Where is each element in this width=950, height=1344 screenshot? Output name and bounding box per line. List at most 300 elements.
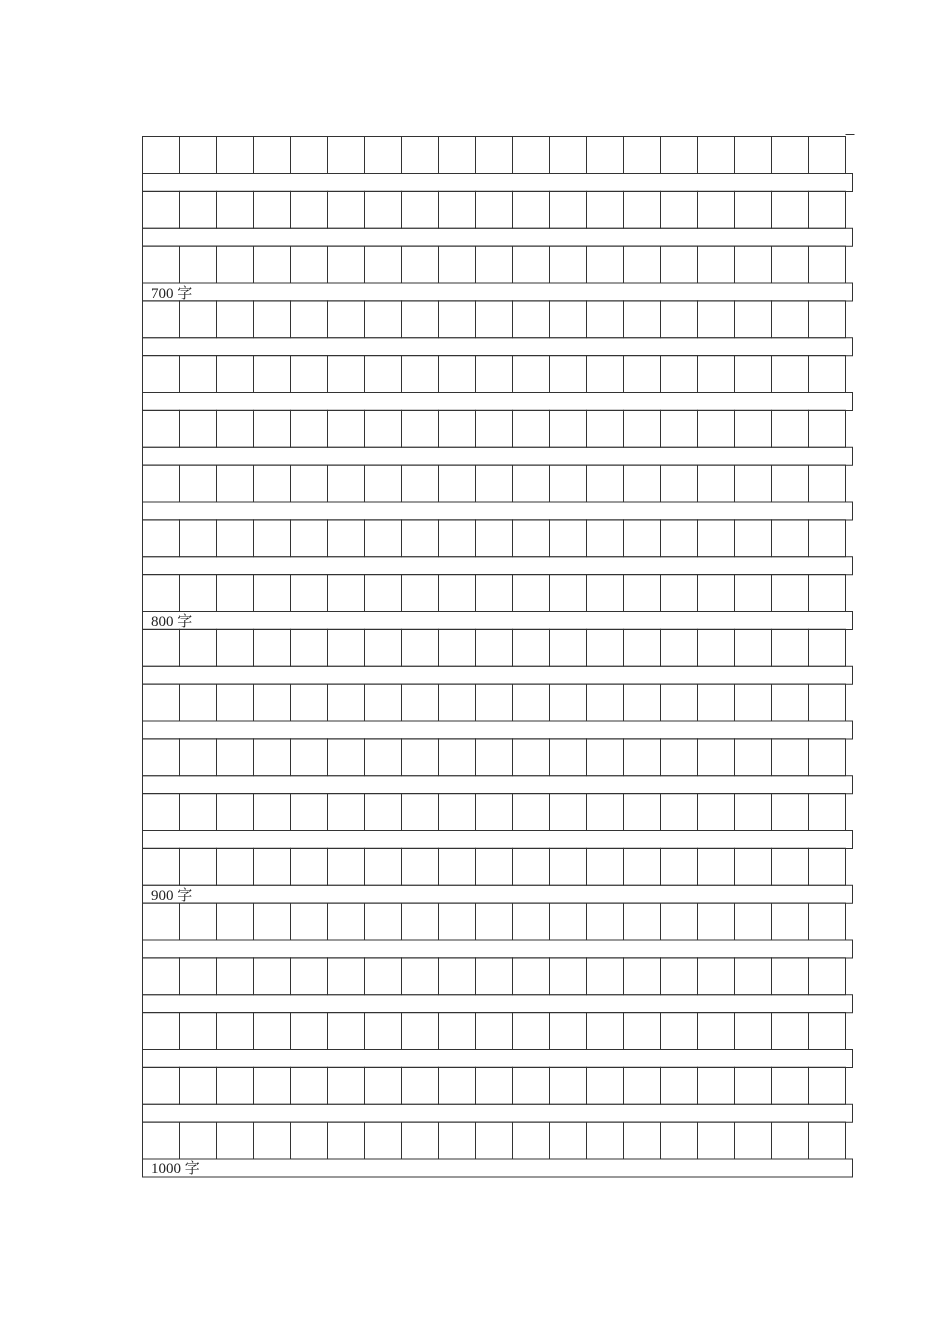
grid-row bbox=[143, 739, 846, 776]
grid-cell bbox=[735, 794, 772, 831]
grid-row bbox=[143, 1067, 846, 1104]
grid-cell bbox=[550, 410, 587, 447]
grid-cell bbox=[180, 1013, 217, 1050]
grid-cell bbox=[365, 301, 402, 338]
grid-cell bbox=[365, 356, 402, 393]
grid-cell bbox=[365, 575, 402, 612]
grid-cell bbox=[809, 575, 846, 612]
grid-cell bbox=[772, 520, 809, 557]
grid-cell bbox=[550, 520, 587, 557]
grid-cell bbox=[254, 1122, 291, 1159]
grid-cell bbox=[254, 1013, 291, 1050]
grid-cell bbox=[513, 629, 550, 666]
grid-cell bbox=[735, 137, 772, 174]
grid-cell bbox=[439, 629, 476, 666]
grid-cell bbox=[365, 520, 402, 557]
grid-cell bbox=[809, 794, 846, 831]
grid-cell bbox=[143, 848, 180, 885]
grid-cell bbox=[587, 629, 624, 666]
grid-cell bbox=[624, 356, 661, 393]
row-separator-strip bbox=[143, 174, 853, 192]
grid-cell bbox=[513, 575, 550, 612]
grid-cell bbox=[550, 246, 587, 283]
grid-cell bbox=[217, 1013, 254, 1050]
grid-cell bbox=[735, 246, 772, 283]
grid-cell bbox=[254, 629, 291, 666]
grid-cell bbox=[365, 794, 402, 831]
grid-row bbox=[143, 137, 846, 174]
grid-cell bbox=[402, 356, 439, 393]
grid-cell bbox=[772, 410, 809, 447]
grid-row bbox=[143, 356, 846, 393]
grid-cell bbox=[772, 794, 809, 831]
grid-cell bbox=[772, 246, 809, 283]
grid-cell bbox=[698, 794, 735, 831]
grid-cell bbox=[402, 848, 439, 885]
grid-cell bbox=[698, 575, 735, 612]
count-marker-800: 800 字 bbox=[151, 614, 193, 630]
count-marker-700: 700 字 bbox=[151, 286, 193, 302]
grid-cell bbox=[661, 1122, 698, 1159]
grid-cell bbox=[291, 1013, 328, 1050]
grid-cell bbox=[476, 301, 513, 338]
grid-cell bbox=[143, 1013, 180, 1050]
grid-cell bbox=[365, 684, 402, 721]
grid-cell bbox=[254, 137, 291, 174]
grid-cell bbox=[735, 1122, 772, 1159]
grid-cell bbox=[661, 739, 698, 776]
grid-cell bbox=[143, 629, 180, 666]
grid-cell bbox=[698, 1067, 735, 1104]
grid-cell bbox=[328, 629, 365, 666]
grid-cell bbox=[439, 575, 476, 612]
grid-cell bbox=[735, 739, 772, 776]
grid-cell bbox=[365, 191, 402, 228]
grid-cell bbox=[624, 848, 661, 885]
grid-cell bbox=[661, 903, 698, 940]
grid-cell bbox=[698, 903, 735, 940]
grid-cell bbox=[809, 410, 846, 447]
grid-cell bbox=[328, 191, 365, 228]
grid-cell bbox=[402, 1013, 439, 1050]
grid-cell bbox=[476, 1122, 513, 1159]
grid-cell bbox=[328, 903, 365, 940]
grid-cell bbox=[735, 301, 772, 338]
grid-cell bbox=[217, 739, 254, 776]
grid-cell bbox=[513, 520, 550, 557]
grid-cell bbox=[143, 520, 180, 557]
grid-cell bbox=[513, 246, 550, 283]
row-separator-strip bbox=[143, 228, 853, 246]
grid-cell bbox=[661, 301, 698, 338]
grid-cell bbox=[291, 410, 328, 447]
grid-cell bbox=[698, 465, 735, 502]
grid-cell bbox=[365, 848, 402, 885]
grid-cell bbox=[291, 684, 328, 721]
grid-cell bbox=[550, 684, 587, 721]
grid-cell bbox=[439, 848, 476, 885]
grid-cell bbox=[143, 137, 180, 174]
grid-cell bbox=[587, 465, 624, 502]
grid-cell bbox=[772, 1013, 809, 1050]
grid-cell bbox=[513, 410, 550, 447]
row-separator-strip bbox=[143, 885, 853, 903]
grid-cell bbox=[217, 575, 254, 612]
grid-cell bbox=[217, 356, 254, 393]
grid-cell bbox=[698, 301, 735, 338]
grid-cell bbox=[291, 465, 328, 502]
grid-cell bbox=[698, 410, 735, 447]
grid-cell bbox=[365, 246, 402, 283]
grid-cell bbox=[291, 1122, 328, 1159]
grid-cell bbox=[402, 465, 439, 502]
grid-cell bbox=[291, 137, 328, 174]
grid-cell bbox=[772, 1067, 809, 1104]
grid-cell bbox=[809, 520, 846, 557]
grid-cell bbox=[217, 684, 254, 721]
grid-cell bbox=[661, 794, 698, 831]
grid-cell bbox=[550, 629, 587, 666]
grid-cell bbox=[402, 575, 439, 612]
grid-row bbox=[143, 629, 846, 666]
grid-cell bbox=[476, 958, 513, 995]
grid-cell bbox=[624, 410, 661, 447]
grid-cell bbox=[550, 1067, 587, 1104]
grid-cell bbox=[328, 301, 365, 338]
grid-cell bbox=[180, 356, 217, 393]
grid-cell bbox=[476, 1067, 513, 1104]
grid-cell bbox=[439, 465, 476, 502]
grid-cell bbox=[772, 684, 809, 721]
grid-cell bbox=[587, 794, 624, 831]
grid-cell bbox=[698, 191, 735, 228]
grid-cell bbox=[254, 410, 291, 447]
grid-cell bbox=[513, 1067, 550, 1104]
grid-cell bbox=[180, 575, 217, 612]
grid-cell bbox=[402, 301, 439, 338]
grid-cell bbox=[180, 958, 217, 995]
grid-cell bbox=[476, 191, 513, 228]
grid-cell bbox=[587, 1067, 624, 1104]
grid-cell bbox=[587, 1013, 624, 1050]
grid-cell bbox=[698, 356, 735, 393]
row-separator-strip bbox=[143, 1159, 853, 1177]
grid-cell bbox=[143, 1067, 180, 1104]
grid-cell bbox=[291, 1067, 328, 1104]
row-separator-strip bbox=[143, 666, 853, 684]
grid-cell bbox=[291, 848, 328, 885]
grid-cell bbox=[587, 520, 624, 557]
grid-cell bbox=[254, 575, 291, 612]
grid-cell bbox=[143, 739, 180, 776]
grid-cell bbox=[698, 520, 735, 557]
row-separator-strip bbox=[143, 393, 853, 411]
grid-cell bbox=[328, 465, 365, 502]
grid-cell bbox=[735, 191, 772, 228]
grid-cell bbox=[513, 903, 550, 940]
grid-cell bbox=[328, 739, 365, 776]
grid-cell bbox=[624, 465, 661, 502]
grid-cell bbox=[661, 465, 698, 502]
grid-cell bbox=[180, 684, 217, 721]
grid-cell bbox=[180, 520, 217, 557]
grid-cell bbox=[513, 958, 550, 995]
grid-cell bbox=[624, 246, 661, 283]
grid-cell bbox=[809, 1067, 846, 1104]
grid-cell bbox=[809, 903, 846, 940]
grid-cell bbox=[217, 410, 254, 447]
row-separator-strip bbox=[143, 721, 853, 739]
grid-cell bbox=[698, 246, 735, 283]
grid-row bbox=[143, 794, 846, 831]
grid-cell bbox=[180, 1067, 217, 1104]
grid-cell bbox=[143, 958, 180, 995]
grid-cell bbox=[809, 191, 846, 228]
grid-row bbox=[143, 1013, 846, 1050]
grid-cell bbox=[328, 958, 365, 995]
grid-row bbox=[143, 684, 846, 721]
grid-cell bbox=[402, 191, 439, 228]
grid-cell bbox=[439, 684, 476, 721]
grid-cell bbox=[328, 1067, 365, 1104]
grid-row bbox=[143, 410, 846, 447]
grid-cell bbox=[513, 137, 550, 174]
grid-cell bbox=[624, 739, 661, 776]
grid-cell bbox=[143, 301, 180, 338]
grid-cell bbox=[624, 301, 661, 338]
grid-cell bbox=[661, 629, 698, 666]
grid-cell bbox=[254, 465, 291, 502]
grid-cell bbox=[476, 356, 513, 393]
grid-cell bbox=[180, 739, 217, 776]
grid-cell bbox=[698, 1122, 735, 1159]
grid-cell bbox=[365, 465, 402, 502]
grid-cell bbox=[328, 1122, 365, 1159]
grid-cell bbox=[735, 629, 772, 666]
grid-cell bbox=[587, 958, 624, 995]
row-separator-strip bbox=[143, 1050, 853, 1068]
grid-cell bbox=[328, 246, 365, 283]
grid-cell bbox=[143, 191, 180, 228]
grid-cell bbox=[587, 301, 624, 338]
grid-cell bbox=[772, 356, 809, 393]
grid-cell bbox=[439, 520, 476, 557]
grid-row bbox=[143, 520, 846, 557]
row-separator-strip bbox=[143, 557, 853, 575]
grid-cell bbox=[809, 356, 846, 393]
grid-cell bbox=[661, 958, 698, 995]
grid-cell bbox=[550, 1122, 587, 1159]
grid-cell bbox=[439, 794, 476, 831]
grid-cell bbox=[550, 191, 587, 228]
grid-cell bbox=[476, 1013, 513, 1050]
grid-cell bbox=[587, 410, 624, 447]
grid-cell bbox=[772, 465, 809, 502]
row-separator-strip bbox=[143, 940, 853, 958]
grid-cell bbox=[291, 958, 328, 995]
row-separator-strip bbox=[143, 283, 853, 301]
grid-cell bbox=[513, 848, 550, 885]
grid-cell bbox=[439, 356, 476, 393]
grid-cell bbox=[328, 520, 365, 557]
grid-cell bbox=[402, 739, 439, 776]
grid-cell bbox=[661, 1067, 698, 1104]
grid-cell bbox=[624, 575, 661, 612]
grid-cell bbox=[439, 903, 476, 940]
grid-cell bbox=[180, 246, 217, 283]
grid-cell bbox=[735, 848, 772, 885]
grid-cell bbox=[365, 410, 402, 447]
grid-cell bbox=[439, 958, 476, 995]
grid-cell bbox=[550, 356, 587, 393]
grid-cell bbox=[772, 739, 809, 776]
grid-cell bbox=[809, 246, 846, 283]
grid-cell bbox=[809, 1013, 846, 1050]
grid-cell bbox=[328, 137, 365, 174]
grid-cell bbox=[254, 246, 291, 283]
grid-cell bbox=[809, 137, 846, 174]
grid-cell bbox=[772, 191, 809, 228]
grid-cell bbox=[587, 1122, 624, 1159]
grid-row bbox=[143, 465, 846, 502]
row-separator-strip bbox=[143, 776, 853, 794]
grid-cell bbox=[735, 1067, 772, 1104]
row-separator-strip bbox=[143, 338, 853, 356]
grid-cell bbox=[402, 137, 439, 174]
grid-cell bbox=[476, 137, 513, 174]
grid-cell bbox=[254, 739, 291, 776]
grid-cell bbox=[735, 684, 772, 721]
grid-cell bbox=[217, 191, 254, 228]
grid-cell bbox=[735, 465, 772, 502]
grid-cell bbox=[291, 739, 328, 776]
grid-cell bbox=[328, 684, 365, 721]
grid-cell bbox=[513, 739, 550, 776]
grid-cell bbox=[476, 410, 513, 447]
grid-cell bbox=[254, 958, 291, 995]
grid-cell bbox=[328, 575, 365, 612]
grid-cell bbox=[180, 410, 217, 447]
grid-cell bbox=[180, 848, 217, 885]
grid-cell bbox=[439, 137, 476, 174]
grid-cell bbox=[661, 848, 698, 885]
grid-cell bbox=[624, 903, 661, 940]
grid-cell bbox=[698, 958, 735, 995]
grid-cell bbox=[624, 794, 661, 831]
grid-cell bbox=[587, 903, 624, 940]
grid-cell bbox=[772, 629, 809, 666]
grid-cell bbox=[624, 684, 661, 721]
grid-cell bbox=[254, 356, 291, 393]
row-separator-strip bbox=[143, 612, 853, 630]
grid-cell bbox=[513, 356, 550, 393]
grid-cell bbox=[402, 410, 439, 447]
grid-cell bbox=[439, 246, 476, 283]
grid-cell bbox=[402, 958, 439, 995]
grid-cell bbox=[624, 629, 661, 666]
grid-cell bbox=[550, 794, 587, 831]
grid-cell bbox=[661, 137, 698, 174]
grid-cell bbox=[476, 246, 513, 283]
grid-cell bbox=[217, 465, 254, 502]
grid-cell bbox=[328, 356, 365, 393]
grid-cell bbox=[365, 903, 402, 940]
grid-cell bbox=[439, 1122, 476, 1159]
grid-cell bbox=[476, 903, 513, 940]
grid-cell bbox=[439, 191, 476, 228]
grid-cell bbox=[217, 137, 254, 174]
grid-cell bbox=[698, 684, 735, 721]
grid-cell bbox=[661, 356, 698, 393]
grid-cell bbox=[254, 301, 291, 338]
grid-cell bbox=[365, 137, 402, 174]
grid-cell bbox=[661, 410, 698, 447]
grid-cell bbox=[550, 575, 587, 612]
grid-cell bbox=[365, 958, 402, 995]
row-separator-strip bbox=[143, 1104, 853, 1122]
grid-row bbox=[143, 848, 846, 885]
grid-cell bbox=[809, 958, 846, 995]
grid-cell bbox=[735, 1013, 772, 1050]
grid-cell bbox=[513, 301, 550, 338]
grid-cell bbox=[365, 739, 402, 776]
row-separator-strip bbox=[143, 447, 853, 465]
grid-cell bbox=[180, 629, 217, 666]
grid-cell bbox=[476, 575, 513, 612]
grid-cell bbox=[772, 1122, 809, 1159]
grid-cell bbox=[439, 410, 476, 447]
grid-cell bbox=[439, 739, 476, 776]
grid-cell bbox=[772, 958, 809, 995]
grid-cell bbox=[661, 1013, 698, 1050]
grid-cell bbox=[624, 520, 661, 557]
grid-cell bbox=[772, 301, 809, 338]
grid-cell bbox=[587, 684, 624, 721]
grid-cell bbox=[217, 903, 254, 940]
grid-cell bbox=[402, 520, 439, 557]
grid-cell bbox=[143, 410, 180, 447]
grid-cell bbox=[143, 575, 180, 612]
grid-cell bbox=[661, 684, 698, 721]
grid-cell bbox=[476, 794, 513, 831]
grid-cell bbox=[254, 684, 291, 721]
grid-cell bbox=[365, 629, 402, 666]
grid-cell bbox=[217, 246, 254, 283]
grid-cell bbox=[661, 520, 698, 557]
grid-cell bbox=[735, 958, 772, 995]
count-marker-900: 900 字 bbox=[151, 888, 193, 904]
grid-cell bbox=[513, 1122, 550, 1159]
grid-cell bbox=[476, 848, 513, 885]
grid-cell bbox=[809, 629, 846, 666]
grid-cell bbox=[439, 301, 476, 338]
grid-cell bbox=[328, 1013, 365, 1050]
grid-cell bbox=[550, 1013, 587, 1050]
grid-cell bbox=[772, 575, 809, 612]
grid-cell bbox=[809, 739, 846, 776]
grid-cell bbox=[402, 794, 439, 831]
grid-cell bbox=[476, 684, 513, 721]
grid-cell bbox=[365, 1013, 402, 1050]
grid-row bbox=[143, 1122, 846, 1159]
grid-cell bbox=[513, 684, 550, 721]
grid-cell bbox=[587, 739, 624, 776]
grid-cell bbox=[217, 301, 254, 338]
grid-cell bbox=[735, 520, 772, 557]
grid-cell bbox=[402, 903, 439, 940]
grid-cell bbox=[735, 575, 772, 612]
grid-cell bbox=[143, 356, 180, 393]
